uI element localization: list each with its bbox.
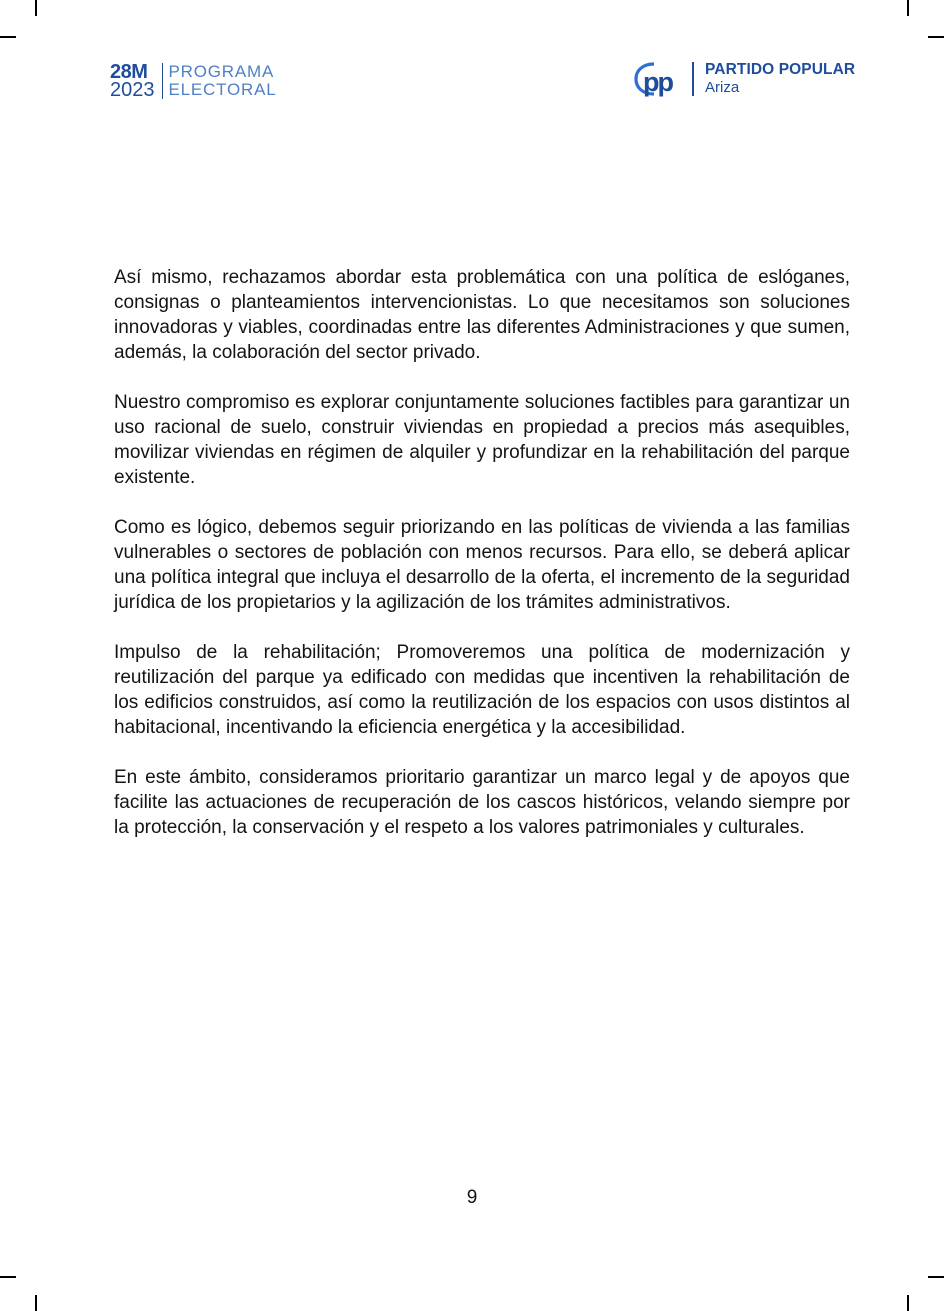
crop-mark-bottom-left-h xyxy=(0,1276,16,1278)
program-brand xyxy=(110,62,276,100)
election-date xyxy=(110,63,155,99)
crop-mark-top-right xyxy=(907,0,909,16)
paragraph-3: Como es lógico, debemos seguir priorizando en las políticas de vivienda a las familias vulnerables o sectores de población con menos recursos. Para ello, se deberá aplicar una política integral que incluya el desarrollo de la oferta, el incremento de la seguridad jurídica de los propietarios y la agilización de los trámites administrativos. xyxy=(114,517,850,613)
crop-mark-bottom-left xyxy=(35,1295,37,1311)
party-info xyxy=(705,61,855,97)
pp-logo-text: pp xyxy=(643,67,672,97)
party-name: PARTIDO POPULAR xyxy=(705,61,856,78)
party-brand xyxy=(634,60,855,98)
crop-mark-bottom-right-h xyxy=(928,1276,944,1278)
crop-mark-top-right-h xyxy=(928,36,944,38)
program-title xyxy=(169,63,277,99)
election-date-year: 2023 xyxy=(110,79,155,101)
paragraph-1: Así mismo, rechazamos abordar esta problemática con una política de eslóganes, consignas o planteamientos intervencionistas. Lo que necesitamos son soluciones innovadoras y viables, coordinadas entre las diferentes Administraciones y que sumen, además, la colaboración del sector privado. xyxy=(114,267,850,363)
election-date-top: 28M xyxy=(110,61,148,83)
paragraph-5: En este ámbito, consideramos prioritario garantizar un marco legal y de apoyos que facilite las actuaciones de recuperación de los cascos históricos, velando siempre por la protección, la conservación y el respeto a los valores patrimoniales y culturales. xyxy=(114,767,850,838)
crop-mark-bottom-right xyxy=(907,1295,909,1311)
paragraph-4: Impulso de la rehabilitación; Promoveremos una política de modernización y reutilización del parque ya edificado con medidas que incentiven la rehabilitación de los edificios construidos, así como la reutilización de los espacios con usos distintos al habitacional, incentivando la eficiencia energética y la accesibilidad. xyxy=(114,642,850,738)
crop-mark-top-left xyxy=(35,0,37,16)
program-title-line2: ELECTORAL xyxy=(168,80,277,99)
page-number: 9 xyxy=(466,1187,478,1208)
party-divider xyxy=(692,62,694,96)
crop-mark-top-left-h xyxy=(0,36,16,38)
program-title-line1: PROGRAMA xyxy=(168,62,275,81)
party-place: Ariza xyxy=(705,79,740,96)
paragraph-2: Nuestro compromiso es explorar conjuntamente soluciones factibles para garantizar un uso racional de suelo, construir viviendas en propiedad a precios más asequibles, movilizar viviendas en régimen de alquiler y profundizar en la rehabilitación del parque existente. xyxy=(114,392,850,488)
brand-divider xyxy=(162,63,163,99)
page-body xyxy=(114,265,850,865)
pp-logo-icon xyxy=(634,61,686,97)
